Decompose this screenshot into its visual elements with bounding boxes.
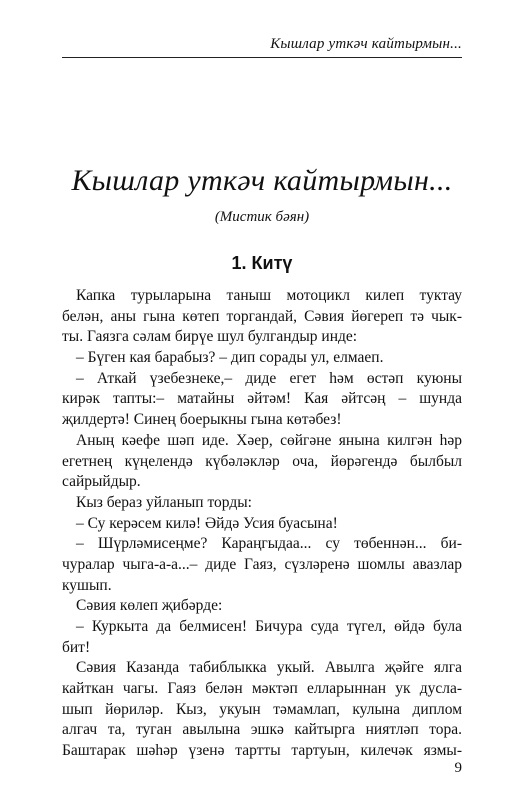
- text-line: кайткан чагы. Гаяз белән мәктәп елларыннан ук дусла-: [62, 680, 462, 698]
- text-line: алгач та, туган авылына эшкә кайтыргa ниятләп тора.: [62, 721, 462, 739]
- text-line: егетнең күңелендә күбәләкләр оча, йөрәгендә былбыл: [62, 452, 462, 470]
- text-line: бит!: [62, 638, 91, 656]
- text-line: ты. Гаязга сәлам бирүе шул булгандыр инде:: [62, 328, 358, 346]
- text-line: – Шүрләмисеңме? Караңгыдаа... су төбеннән... би-: [76, 535, 462, 553]
- text-line: шып йөриләр. Кыз, укуын тәмамлап, кулына диплом: [62, 700, 462, 718]
- text-line: Кыз бераз уйланып торды:: [76, 493, 252, 511]
- running-header: Кышлар уткәч кайтырмын...: [270, 36, 462, 52]
- text-line: Аның кәефе шәп иде. Хәер, сөйгәне янына килгән һәр: [76, 431, 462, 449]
- text-line: Баштарак шәһәр үзенә тартты тартуын, килечәк язмы-: [62, 742, 462, 760]
- section-heading: 1. Китү: [231, 253, 293, 273]
- text-line: кирәк тапты:– матайны әйтәм! Кая әйтсәң – шунда: [62, 390, 462, 408]
- text-line: Сәвия көлеп җибәрде:: [76, 597, 223, 615]
- body-text: [62, 286, 462, 762]
- text-line: – Куркыта да белмисен! Бичура суда түгел, өйдә була: [76, 618, 462, 635]
- text-line: – Бүген кая барабыз? – дип сорады ул, елмаеп.: [76, 349, 384, 367]
- text-line: кушып.: [62, 576, 112, 594]
- text-line: сайрыйдыр.: [62, 473, 141, 491]
- text-line: чуралар чыга-а-а...– диде Гаяз, сүзләренә шомлы авазлар: [62, 555, 462, 573]
- chapter-subtitle: (Мистик бәян): [214, 209, 310, 225]
- text-line: – Аткай үзебезнеке,– диде егет һәм өстәп куюны: [76, 369, 462, 387]
- text-line: белән, аны гына көтеп торгандай, Сәвия йөгереп тә чык-: [62, 307, 462, 325]
- text-line: Сәвия Казанда табиблыкка укый. Авылга җәйге ялга: [76, 659, 462, 677]
- chapter-title: Кышлар уткәч кайтырмын...: [71, 164, 453, 197]
- text-line: – Су керәсем килә! Әйдә Усия буасына!: [76, 514, 338, 532]
- text-line: җилдертә! Синең боерыкны гына көтәбез!: [62, 411, 342, 429]
- text-line: Капка турыларына таныш мотоцикл килеп туктау: [76, 287, 462, 304]
- header-rule: [62, 57, 462, 58]
- page-number: 9: [454, 760, 462, 776]
